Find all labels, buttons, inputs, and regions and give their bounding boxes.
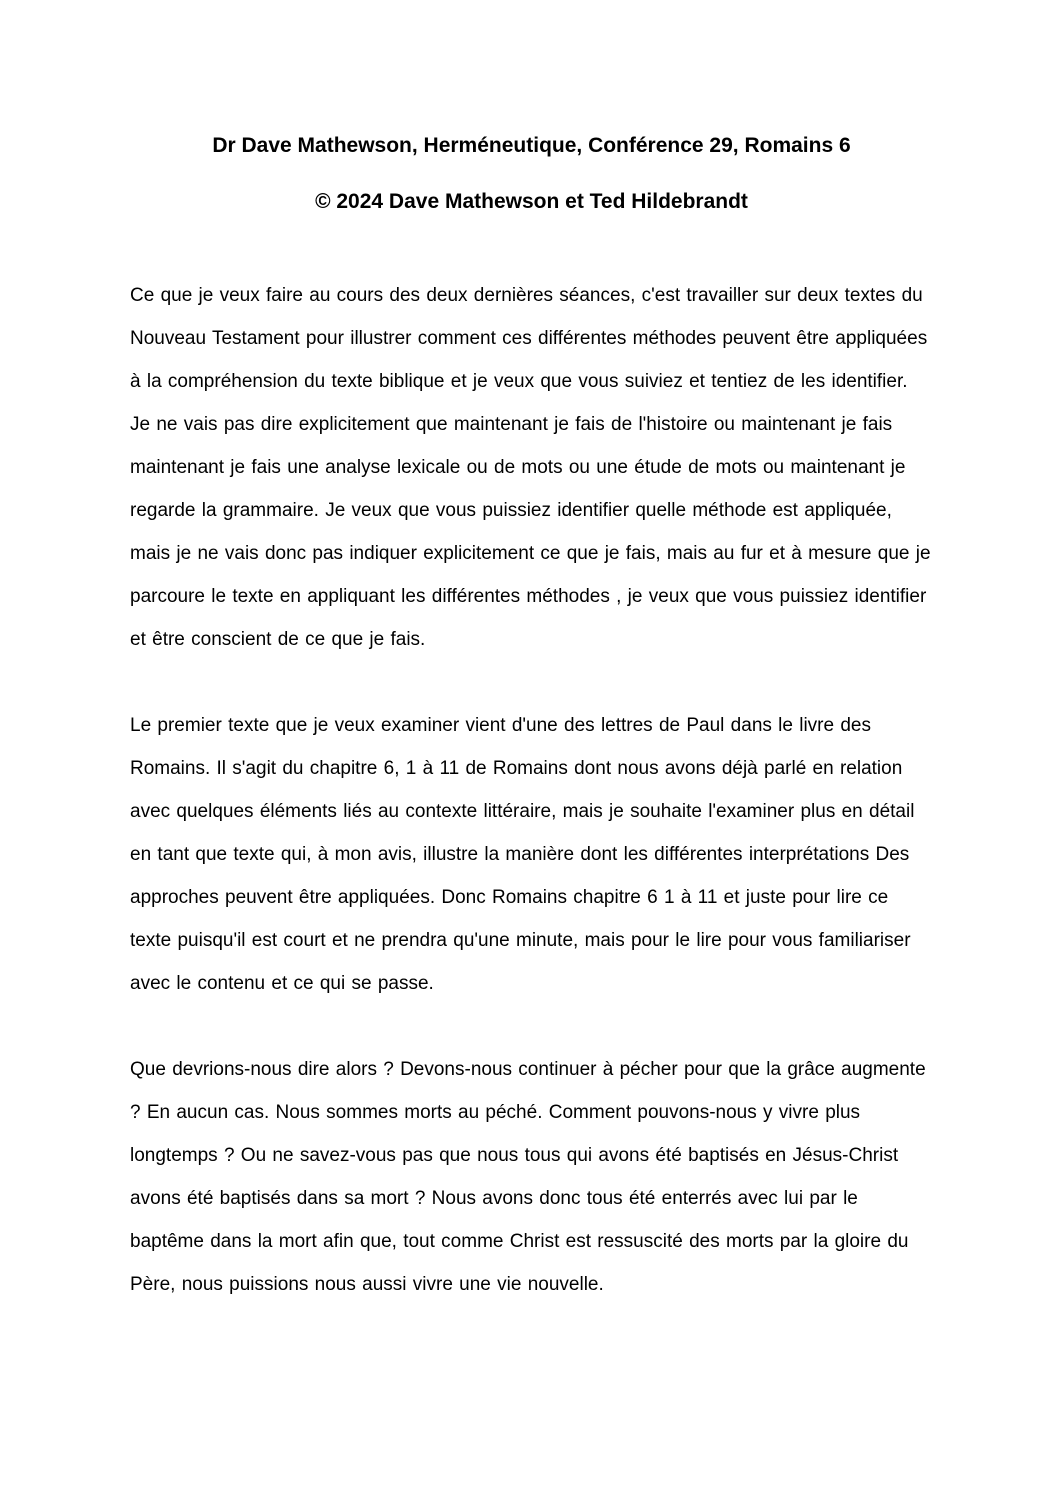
paragraph-first-text-romans: Le premier texte que je veux examiner vient d'une des lettres de Paul dans le livre des Romains. Il s'agit du chapitre 6, 1 à 11 de Romains dont nous avons déjà parlé en relation avec quelques éléments liés au contexte littéraire, mais je souhaite l'examiner plus en détail en tant que texte qui, à mon avis, illustre la manière dont les différentes interprétations Des approches peuvent être appliquées. Donc Romains chapitre 6 1 à 11 et juste pour lire ce texte puisqu'il est court et ne prendra qu'une minute, mais pour le lire pour vous familiariser avec le contenu et ce qui se passe.	[130, 715, 915, 995]
document-copyright: © 2024 Dave Mathewson et Ted Hildebrandt	[315, 190, 748, 214]
paragraph-romans-quote: Que devrions-nous dire alors ? Devons-nous continuer à pécher pour que la grâce augmente ? En aucun cas. Nous sommes morts au péché. Comment pouvons-nous y vivre plus longtemps ? Ou ne savez-vous pas que nous tous qui avons été baptisés en Jésus-Christ avons été baptisés dans sa mort ? Nous avons donc tous été enterrés avec lui par le baptême dans la mort afin que, tout comme Christ est ressuscité des morts par la gloire du Père, nous puissions nous aussi vivre une vie nouvelle.	[130, 1059, 926, 1296]
paragraph-intro-methods: Ce que je veux faire au cours des deux dernières séances, c'est travailler sur deux textes du Nouveau Testament pour illustrer comment ces différentes méthodes peuvent être appliquées à la compréhension du texte biblique et je veux que vous suiviez et tentiez de les identifier. Je ne vais pas dire explicitement que maintenant je fais de l'histoire ou maintenant je fais maintenant je fais une analyse lexicale ou de mots ou une étude de mots ou maintenant je regarde la grammaire. Je veux que vous puissiez identifier quelle méthode est appliquée, mais je ne vais donc pas indiquer explicitement ce que je fais, mais au fur et à mesure que je parcoure le texte en appliquant les différentes méthodes , je veux que vous puissiez identifier et être conscient de ce que je fais.	[130, 285, 931, 651]
document-title: Dr Dave Mathewson, Herméneutique, Conférence 29, Romains 6	[212, 134, 851, 157]
title-block	[130, 133, 933, 214]
